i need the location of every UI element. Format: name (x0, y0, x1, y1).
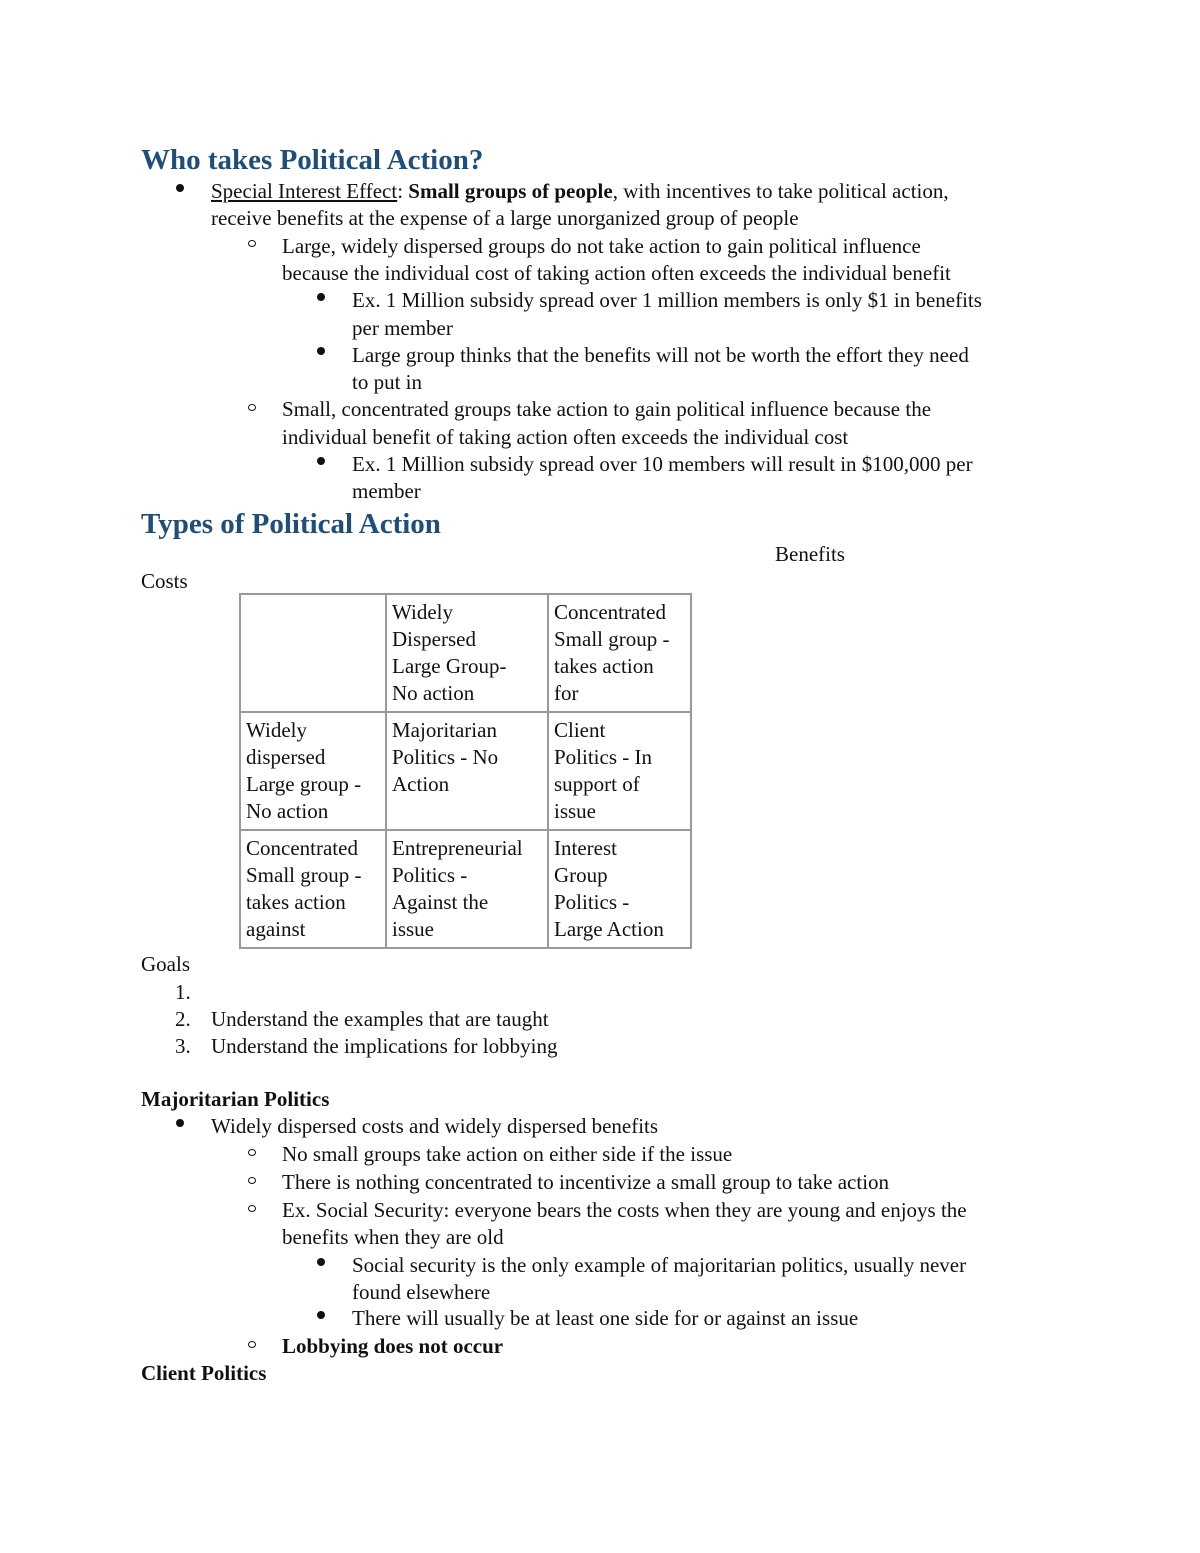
example-1-million-line2: per member (352, 316, 453, 340)
large-group-thinks-line2: to put in (352, 370, 423, 394)
large-groups-line1: Large, widely dispersed groups do not take action to gain political influence (282, 234, 921, 258)
section-title-types-of-action: Types of Political Action (141, 508, 441, 540)
table-cell: Majoritarian Politics - No Action (386, 712, 548, 830)
circle-bullet-icon (248, 1177, 256, 1184)
table-cell (240, 594, 386, 712)
majoritarian-s3-line1: Ex. Social Security: everyone bears the costs when they are young and enjoys the (282, 1198, 967, 1222)
majoritarian-t1-line2: found elsewhere (352, 1280, 491, 1304)
table-row (240, 712, 691, 830)
goal-text: Understand the implications for lobbying (211, 1034, 558, 1058)
circle-bullet-icon (248, 240, 256, 247)
table-row (240, 830, 691, 948)
small-groups-bold: Small groups of people (408, 179, 613, 203)
table-cell: Entrepreneurial Politics - Against the issue (386, 830, 548, 948)
circle-bullet-icon (248, 1205, 256, 1212)
bullet-icon (317, 457, 325, 465)
costs-label: Costs (141, 569, 188, 593)
bullet-icon (176, 1119, 184, 1127)
majoritarian-s1: No small groups take action on either side if the issue (282, 1142, 733, 1166)
bullet-icon (317, 1258, 325, 1266)
majoritarian-s3-line2: benefits when they are old (282, 1225, 504, 1249)
majoritarian-heading: Majoritarian Politics (141, 1087, 330, 1111)
bullet-icon (176, 184, 184, 192)
example-1-million-line1: Ex. 1 Million subsidy spread over 1 million members is only $1 in benefits (352, 288, 982, 312)
special-interest-line2: receive benefits at the expense of a large unorganized group of people (211, 206, 799, 230)
goal-number: 2. (175, 1007, 191, 1031)
goals-label: Goals (141, 952, 190, 976)
circle-bullet-icon (248, 1341, 256, 1348)
large-groups-line2: because the individual cost of taking action often exceeds the individual benefit (282, 261, 951, 285)
majoritarian-t1-line1: Social security is the only example of majoritarian politics, usually never (352, 1253, 967, 1277)
goal-text: Understand the examples that are taught (211, 1007, 549, 1031)
special-interest-term: Special Interest Effect (211, 179, 398, 203)
table-cell: Widely Dispersed Large Group- No action (386, 594, 548, 712)
table-cell: Concentrated Small group - takes action against (240, 830, 386, 948)
bullet-icon (317, 1311, 325, 1319)
client-politics-heading: Client Politics (141, 1361, 267, 1385)
small-groups-line1: Small, concentrated groups take action to gain political influence because the (282, 397, 932, 421)
special-interest-rest: , with incentives to take political action, (612, 179, 949, 203)
example-10-members-line2: member (352, 479, 421, 503)
majoritarian-b1: Widely dispersed costs and widely dispersed benefits (211, 1114, 659, 1138)
benefits-label: Benefits (775, 542, 845, 566)
table-row (240, 594, 691, 712)
goal-number: 1. (175, 980, 191, 1004)
circle-bullet-icon (248, 1149, 256, 1156)
lobbying-does-not-occur: Lobbying does not occur (282, 1334, 504, 1358)
table-cell: Client Politics - In support of issue (548, 712, 691, 830)
small-groups-line2: individual benefit of taking action often exceeds the individual cost (282, 425, 849, 449)
table-cell: Interest Group Politics - Large Action (548, 830, 691, 948)
example-10-members-line1: Ex. 1 Million subsidy spread over 10 members will result in $100,000 per (352, 452, 973, 476)
table-cell: Widely dispersed Large group - No action (240, 712, 386, 830)
section-title-who-takes-action: Who takes Political Action? (141, 144, 484, 176)
bullet-icon (317, 347, 325, 355)
majoritarian-t2: There will usually be at least one side for or against an issue (352, 1306, 859, 1330)
majoritarian-s2: There is nothing concentrated to incentivize a small group to take action (282, 1170, 890, 1194)
political-action-table (239, 593, 692, 949)
large-group-thinks-line1: Large group thinks that the benefits will not be worth the effort they need (352, 343, 969, 367)
bullet-icon (317, 293, 325, 301)
goal-number: 3. (175, 1034, 191, 1058)
colon: : (397, 179, 404, 203)
circle-bullet-icon (248, 404, 256, 411)
table-cell: Concentrated Small group - takes action for (548, 594, 691, 712)
special-interest-line1 (211, 178, 949, 205)
